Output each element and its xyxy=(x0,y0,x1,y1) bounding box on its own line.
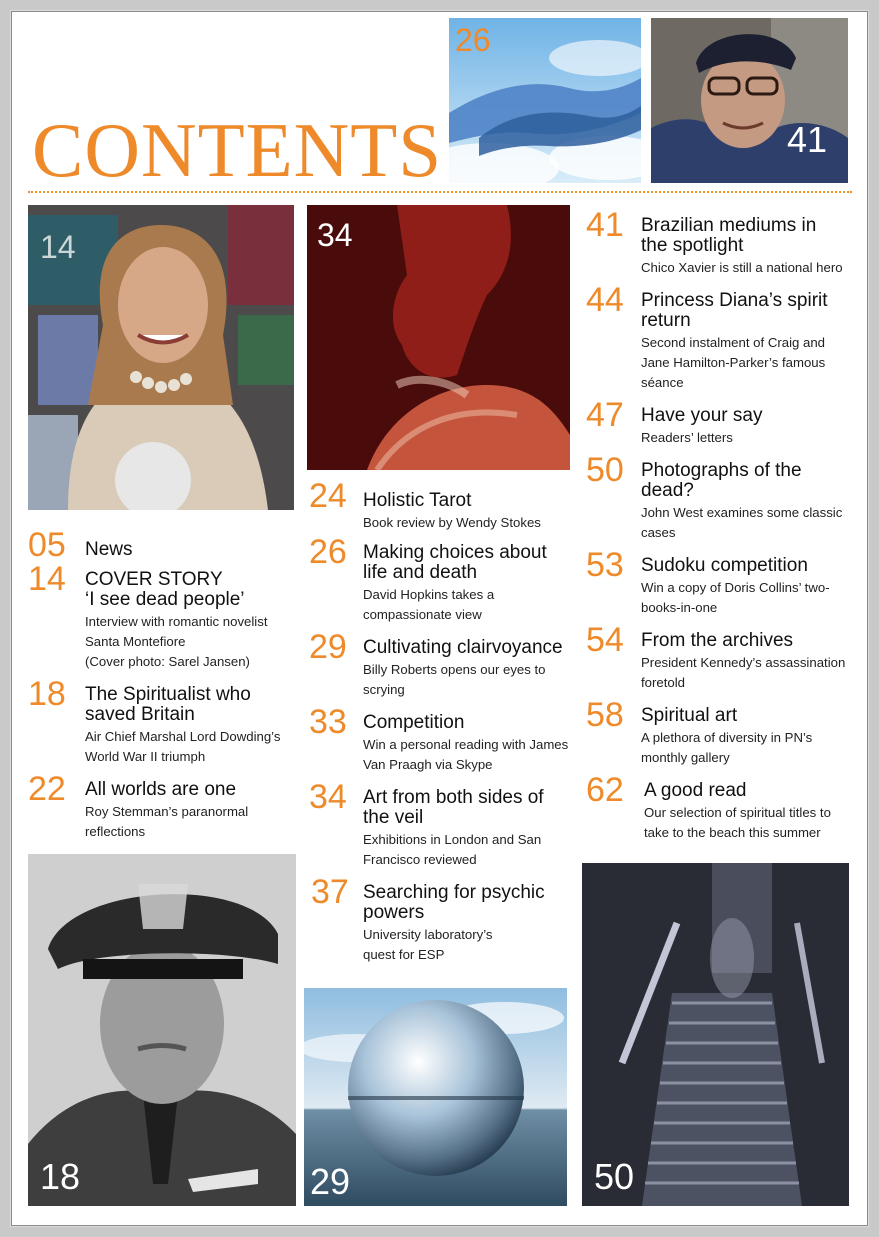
entry-page-number: 47 xyxy=(586,396,624,434)
entry-page-number: 37 xyxy=(311,873,349,911)
entry-headline: Art from both sides of xyxy=(363,787,544,808)
entry-summary: scrying xyxy=(363,682,405,697)
air-chief-photo[interactable] xyxy=(28,854,296,1206)
toc-entry-spiritualist[interactable] xyxy=(28,677,298,777)
entry-headline: Princess Diana’s spirit xyxy=(641,290,828,311)
entry-summary: A plethora of diversity in PN’s xyxy=(641,730,813,745)
woman-photo[interactable] xyxy=(28,205,294,510)
entry-summary: University laboratory’s xyxy=(363,927,493,942)
entry-headline: Competition xyxy=(363,712,465,733)
toc-entry-all-worlds[interactable] xyxy=(28,772,298,852)
entry-headline: Spiritual art xyxy=(641,705,738,726)
entry-headline: From the archives xyxy=(641,630,794,651)
entry-headline: return xyxy=(641,310,691,331)
entry-page-number: 29 xyxy=(309,628,347,666)
entry-page-number: 18 xyxy=(28,675,66,713)
entry-headline: dead? xyxy=(641,480,694,501)
entry-summary: take to the beach this summer xyxy=(644,825,821,840)
entry-summary: Jane Hamilton-Parker’s famous xyxy=(641,355,826,370)
toc-entry-competition[interactable] xyxy=(309,705,579,785)
toc-entry-archives[interactable] xyxy=(586,623,856,703)
entry-headline: The Spiritualist who xyxy=(85,684,251,705)
page-number: 34 xyxy=(317,217,353,253)
entry-summary: foretold xyxy=(641,675,685,690)
red-face-artwork[interactable] xyxy=(307,205,570,470)
entry-headline: Brazilian mediums in xyxy=(641,215,817,236)
page-number: 29 xyxy=(310,1161,351,1202)
entry-summary: John West examines some classic xyxy=(641,505,843,520)
entry-headline: powers xyxy=(363,902,425,923)
entry-summary: Win a personal reading with James xyxy=(363,737,569,752)
entry-summary: Our selection of spiritual titles to xyxy=(644,805,831,820)
entry-headline: A good read xyxy=(644,780,747,801)
entry-summary: Exhibitions in London and San xyxy=(363,832,542,847)
entry-summary: Billy Roberts opens our eyes to xyxy=(363,662,546,677)
page-number: 41 xyxy=(787,119,828,160)
page-title: CONTENTS xyxy=(32,107,443,193)
entry-page-number: 26 xyxy=(309,533,347,571)
toc-entry-photographs-dead[interactable] xyxy=(586,453,856,553)
entry-page-number: 05 xyxy=(28,526,66,564)
entry-headline: life and death xyxy=(363,562,478,583)
entry-headline: Photographs of the xyxy=(641,460,802,481)
entry-page-number: 50 xyxy=(586,451,624,489)
entry-summary: quest for ESP xyxy=(363,947,445,962)
toc-entry-have-your-say[interactable] xyxy=(586,398,856,458)
crystal-ball-photo[interactable] xyxy=(304,988,567,1206)
entry-summary: Interview with romantic novelist xyxy=(85,614,268,629)
contents-page xyxy=(12,12,867,1225)
entry-page-number: 14 xyxy=(28,560,66,598)
toc-entry-making-choices[interactable] xyxy=(309,535,579,635)
entry-summary: Readers’ letters xyxy=(641,430,733,445)
entry-summary: Win a copy of Doris Collins’ two- xyxy=(641,580,830,595)
entry-summary: World War II triumph xyxy=(85,749,206,764)
entry-page-number: 24 xyxy=(309,477,347,515)
entry-summary: reflections xyxy=(85,824,146,839)
entry-headline: the veil xyxy=(363,807,424,828)
entry-summary: monthly gallery xyxy=(641,750,730,765)
toc-entry-cover-story[interactable] xyxy=(28,562,298,682)
entry-page-number: 53 xyxy=(586,546,624,584)
entry-summary: Air Chief Marshal Lord Dowding’s xyxy=(85,729,281,744)
portrait-icon xyxy=(28,854,296,1206)
entry-page-number: 33 xyxy=(309,703,347,741)
old-man-photo[interactable] xyxy=(651,18,848,183)
entry-headline: News xyxy=(85,539,133,560)
entry-summary: compassionate view xyxy=(363,607,482,622)
entry-summary: Book review by Wendy Stokes xyxy=(363,515,541,530)
entry-headline: saved Britain xyxy=(85,704,195,725)
toc-entry-princess-diana[interactable] xyxy=(586,283,856,403)
entry-summary: Roy Stemman’s paranormal xyxy=(85,804,249,819)
hands-photo[interactable] xyxy=(449,18,641,183)
entry-headline: Searching for psychic xyxy=(363,882,545,903)
page-number: 26 xyxy=(455,22,491,58)
toc-entry-good-read[interactable] xyxy=(586,773,856,853)
entry-summary: (Cover photo: Sarel Jansen) xyxy=(85,654,250,669)
entry-summary: séance xyxy=(641,375,684,390)
entry-headline: Cultivating clairvoyance xyxy=(363,637,563,658)
toc-entry-psychic-powers[interactable] xyxy=(311,875,581,975)
entry-headline: All worlds are one xyxy=(85,779,237,800)
entry-summary: David Hopkins takes a xyxy=(363,587,495,602)
entry-headline: Making choices about xyxy=(363,542,547,563)
entry-page-number: 44 xyxy=(586,281,624,319)
entry-summary: Second instalment of Craig and xyxy=(641,335,826,350)
entry-page-number: 22 xyxy=(28,770,66,808)
page-number: 18 xyxy=(40,1156,81,1197)
entry-summary: President Kennedy’s assassination xyxy=(641,655,846,670)
page-number: 14 xyxy=(40,229,76,265)
entry-summary: Van Praagh via Skype xyxy=(363,757,493,772)
entry-page-number: 54 xyxy=(586,621,624,659)
entry-summary: books-in-one xyxy=(641,600,718,615)
entry-summary: Santa Montefiore xyxy=(85,634,186,649)
entry-summary: Chico Xavier is still a national hero xyxy=(641,260,843,275)
entry-headline: the spotlight xyxy=(641,235,744,256)
entry-headline: Holistic Tarot xyxy=(363,490,472,511)
entry-headline: Have your say xyxy=(641,405,763,426)
entry-summary: Francisco reviewed xyxy=(363,852,477,867)
entry-page-number: 58 xyxy=(586,696,624,734)
toc-entry-holistic-tarot[interactable] xyxy=(309,479,579,539)
entry-headline: COVER STORY xyxy=(85,569,223,590)
toc-entry-brazilian-mediums[interactable] xyxy=(586,208,856,288)
staircase-icon xyxy=(582,863,849,1206)
dotted-divider xyxy=(28,191,852,193)
staircase-photo[interactable] xyxy=(582,863,849,1206)
entry-page-number: 41 xyxy=(586,206,624,244)
entry-summary: cases xyxy=(641,525,676,540)
toc-entry-spiritual-art[interactable] xyxy=(586,698,856,778)
entry-headline: ‘I see dead people’ xyxy=(85,589,245,610)
page-number: 50 xyxy=(594,1156,635,1197)
entry-headline: Sudoku competition xyxy=(641,555,808,576)
toc-entry-clairvoyance[interactable] xyxy=(309,630,579,710)
toc-entry-sudoku[interactable] xyxy=(586,548,856,628)
toc-entry-art-both-sides[interactable] xyxy=(309,780,579,880)
entry-page-number: 62 xyxy=(586,771,624,809)
entry-page-number: 34 xyxy=(309,778,347,816)
